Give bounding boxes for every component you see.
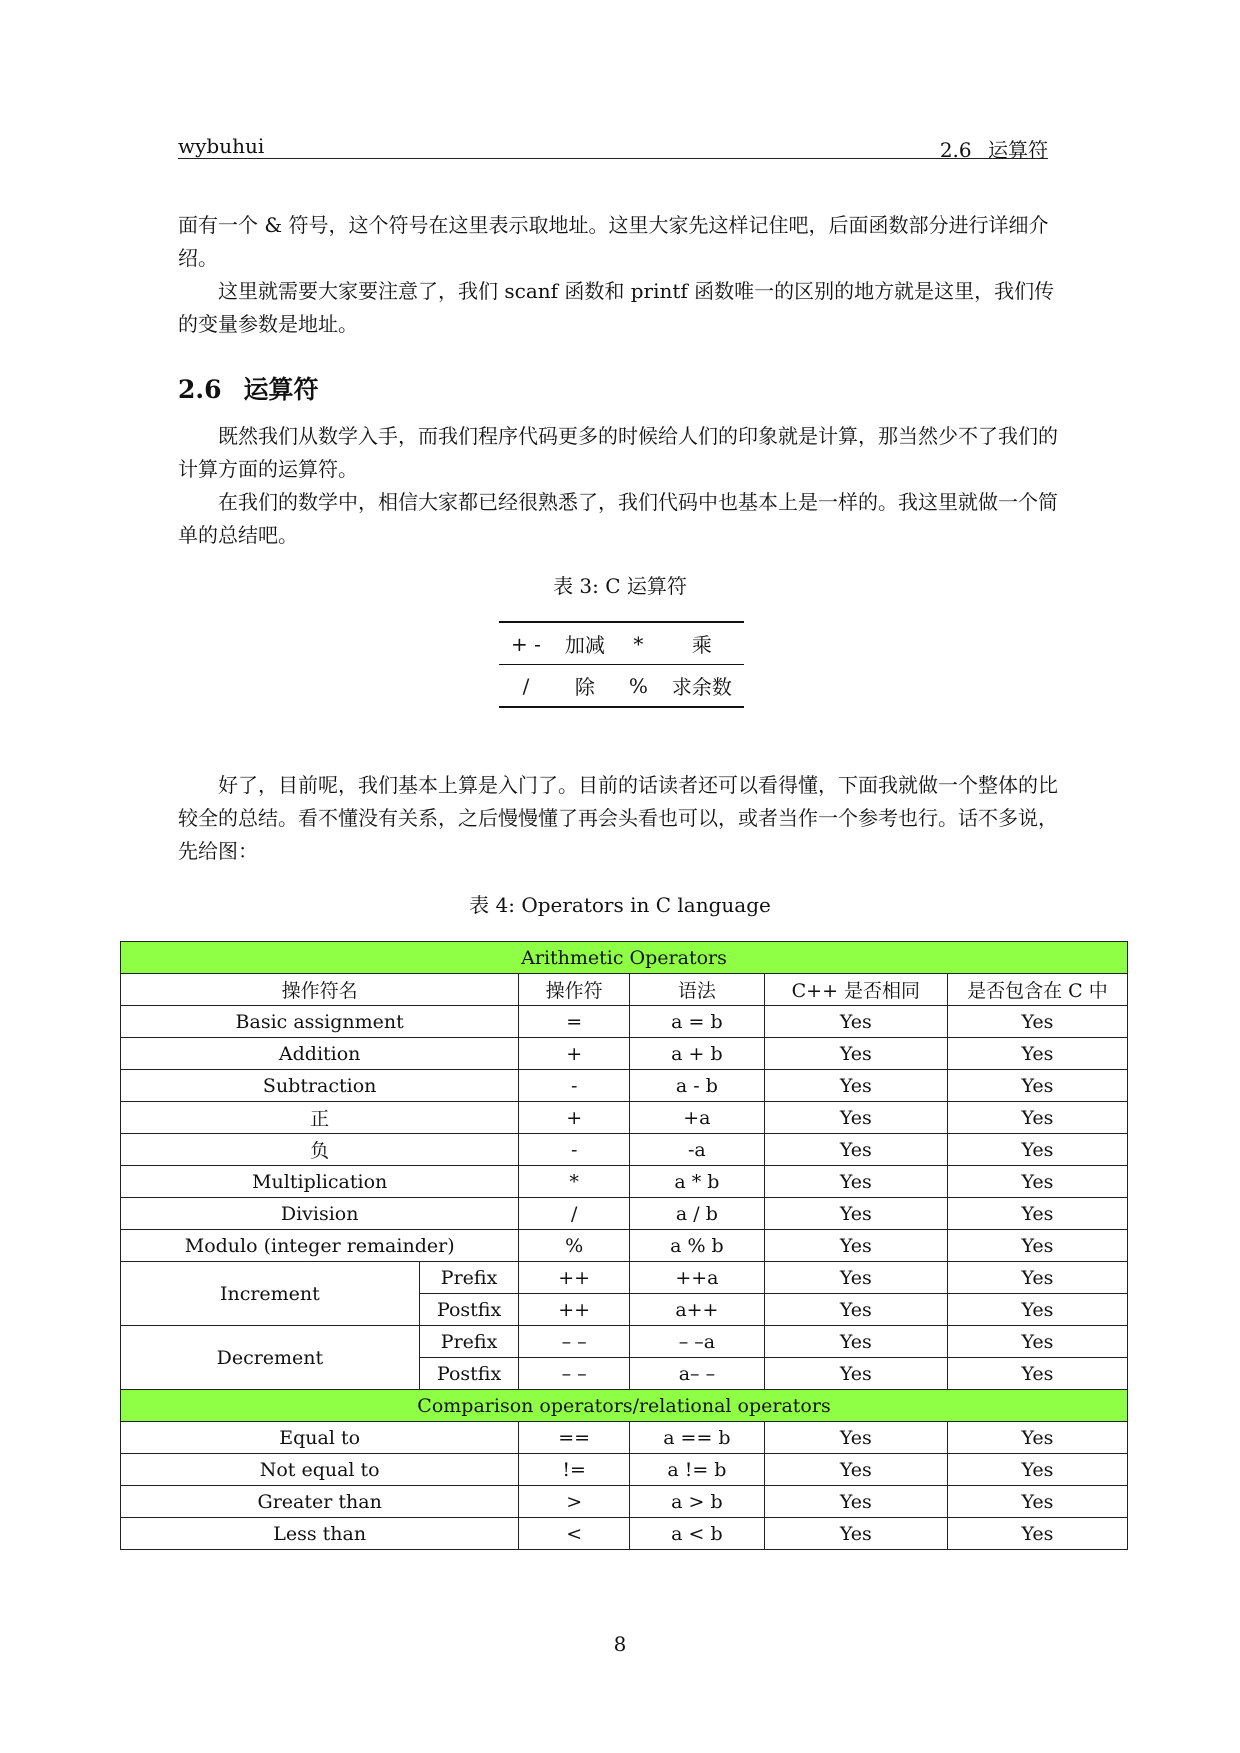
paragraph-4: 在我们的数学中，相信大家都已经很熟悉了，我们代码中也基本上是一样的。我这里就做一个简单的总结吧。 xyxy=(178,490,1058,547)
table-cell: * xyxy=(519,1166,630,1198)
operator-name-cell: Basic assignment xyxy=(121,1006,519,1038)
operator-name-cell: Subtraction xyxy=(121,1070,519,1102)
table-cell: + xyxy=(519,1038,630,1070)
operator-name-cell: 正 xyxy=(121,1102,519,1134)
table-cell: +a xyxy=(630,1102,765,1134)
table-row xyxy=(121,1198,1128,1230)
table-cell: Yes xyxy=(764,1198,947,1230)
table-row xyxy=(121,1326,1128,1358)
table-row xyxy=(121,1454,1128,1486)
column-header: 语法 xyxy=(630,974,765,1006)
table-cell: Yes xyxy=(947,1230,1127,1262)
table-row xyxy=(121,1486,1128,1518)
table-cell: a + b xyxy=(630,1038,765,1070)
table-cell: a * b xyxy=(630,1166,765,1198)
table-cell: Postfix xyxy=(419,1358,519,1390)
table-cell: Yes xyxy=(764,1294,947,1326)
table-cell: + xyxy=(519,1102,630,1134)
table-cell: Yes xyxy=(764,1166,947,1198)
table-cell: Yes xyxy=(764,1454,947,1486)
table-cell: Yes xyxy=(764,1486,947,1518)
table-cell: Yes xyxy=(764,1006,947,1038)
table-cell: - xyxy=(519,1134,630,1166)
table-cell: Yes xyxy=(764,1038,947,1070)
group-header-arithmetic: Arithmetic Operators xyxy=(121,942,1128,974)
table-cell: Prefix xyxy=(419,1326,519,1358)
table-cell: % xyxy=(628,673,648,698)
table-row xyxy=(499,665,744,708)
table-cell: Yes xyxy=(947,1358,1127,1390)
table-cell: / xyxy=(519,1198,630,1230)
operator-name-cell: Greater than xyxy=(121,1486,519,1518)
column-header: 是否包含在 C 中 xyxy=(947,974,1127,1006)
table-cell: Yes xyxy=(764,1134,947,1166)
table-cell: / xyxy=(522,673,530,698)
table-cell: a < b xyxy=(630,1518,765,1550)
table-row xyxy=(121,1262,1128,1294)
table-cell: Yes xyxy=(947,1198,1127,1230)
table-cell: Yes xyxy=(947,1166,1127,1198)
section-heading xyxy=(178,370,319,406)
table-cell: Postfix xyxy=(419,1294,519,1326)
table-row xyxy=(121,1422,1128,1454)
table-row xyxy=(121,1134,1128,1166)
table-cell: a++ xyxy=(630,1294,765,1326)
table-cell: Yes xyxy=(947,1006,1127,1038)
table-cell: Prefix xyxy=(419,1262,519,1294)
operator-name-cell: Increment xyxy=(121,1262,420,1326)
table-cell: a > b xyxy=(630,1486,765,1518)
table-cell: ++ xyxy=(519,1262,630,1294)
table-cell: < xyxy=(519,1518,630,1550)
operator-name-cell: Addition xyxy=(121,1038,519,1070)
table-cell: == xyxy=(519,1422,630,1454)
table-cell: – – xyxy=(519,1326,630,1358)
paragraph-2: 这里就需要大家要注意了，我们 scanf 函数和 printf 函数唯一的区别的地方就是这里，我们传的变量参数是地址。 xyxy=(178,279,1055,336)
table-cell: 求余数 xyxy=(671,675,732,699)
table-row xyxy=(121,1038,1128,1070)
table-cell: % xyxy=(519,1230,630,1262)
table-cell: Yes xyxy=(947,1262,1127,1294)
table-cell: a / b xyxy=(630,1198,765,1230)
column-header: 操作符 xyxy=(519,974,630,1006)
operator-name-cell: 负 xyxy=(121,1134,519,1166)
paragraph-1: 面有一个 & 符号，这个符号在这里表示取地址。这里大家先这样记住吧，后面函数部分进行详细介绍。 xyxy=(178,213,1049,270)
table-row xyxy=(121,1070,1128,1102)
table-cell: a % b xyxy=(630,1230,765,1262)
table-cell: Yes xyxy=(764,1070,947,1102)
running-header-right: 2.6 运算符 xyxy=(939,138,1048,162)
paragraph-3: 既然我们从数学入手，而我们程序代码更多的时候给人们的印象就是计算，那当然少不了我们的计算方面的运算符。 xyxy=(178,424,1058,481)
table-cell: 除 xyxy=(574,675,595,699)
table-cell: Yes xyxy=(764,1422,947,1454)
group-header-row xyxy=(121,942,1128,974)
operator-name-cell: Division xyxy=(121,1198,519,1230)
table-row xyxy=(121,1518,1128,1550)
table-cell: Yes xyxy=(947,1294,1127,1326)
table-cell: + - xyxy=(499,622,553,665)
group-header-row xyxy=(121,1390,1128,1422)
table-cell: Yes xyxy=(947,1134,1127,1166)
running-header-left: wybuhui xyxy=(178,134,265,158)
operator-name-cell: Decrement xyxy=(121,1326,420,1390)
operator-name-cell: Not equal to xyxy=(121,1454,519,1486)
table-cell: Yes xyxy=(947,1102,1127,1134)
table-cell: * xyxy=(617,622,660,665)
table-cell: a != b xyxy=(630,1454,765,1486)
column-header: 操作符名 xyxy=(121,974,519,1006)
table-cell: != xyxy=(519,1454,630,1486)
table-cell: Yes xyxy=(764,1326,947,1358)
table-cell: ++a xyxy=(630,1262,765,1294)
table-row xyxy=(499,622,744,665)
table-row xyxy=(121,1166,1128,1198)
group-header-comparison: Comparison operators/relational operators xyxy=(121,1390,1128,1422)
table-cell: ++ xyxy=(519,1294,630,1326)
table-cell: a = b xyxy=(630,1006,765,1038)
table-cell: a - b xyxy=(630,1070,765,1102)
table-cell: > xyxy=(519,1486,630,1518)
column-header: C++ 是否相同 xyxy=(764,974,947,1006)
table-cell: Yes xyxy=(947,1486,1127,1518)
table-cell: - xyxy=(519,1070,630,1102)
table-cell: Yes xyxy=(947,1038,1127,1070)
operator-name-cell: Multiplication xyxy=(121,1166,519,1198)
table-cell: Yes xyxy=(947,1326,1127,1358)
column-header-row xyxy=(121,974,1128,1006)
header-rule xyxy=(178,158,1048,159)
table-cell: a == b xyxy=(630,1422,765,1454)
table-cell: Yes xyxy=(947,1454,1127,1486)
table-cell: 加减 xyxy=(553,622,617,665)
section-number: 2.6 xyxy=(178,375,222,404)
table4-operators-in-c xyxy=(120,941,1128,1550)
section-title: 运算符 xyxy=(243,375,319,404)
paragraph-5: 好了，目前呢，我们基本上算是入门了。目前的话读者还可以看得懂，下面我就做一个整体的比较全的总结。看不懂没有关系，之后慢慢懂了再会头看也可以，或者当作一个参考也行。话不多说，先给图： xyxy=(178,773,1058,863)
table-row xyxy=(121,1006,1128,1038)
table-cell: -a xyxy=(630,1134,765,1166)
table-cell: Yes xyxy=(764,1358,947,1390)
page-number: 8 xyxy=(613,1632,627,1656)
table3-caption: 表 3: C 运算符 xyxy=(553,574,687,598)
table-cell: – –a xyxy=(630,1326,765,1358)
table-cell: Yes xyxy=(947,1070,1127,1102)
table-cell: Yes xyxy=(764,1262,947,1294)
table4-caption: 表 4: Operators in C language xyxy=(469,893,771,917)
table-row xyxy=(121,1230,1128,1262)
table-cell: Yes xyxy=(764,1230,947,1262)
operator-name-cell: Equal to xyxy=(121,1422,519,1454)
table-cell: Yes xyxy=(947,1518,1127,1550)
table-cell: a– – xyxy=(630,1358,765,1390)
table-cell: – – xyxy=(519,1358,630,1390)
operator-name-cell: Modulo (integer remainder) xyxy=(121,1230,519,1262)
table-cell: Yes xyxy=(764,1518,947,1550)
table-row xyxy=(121,1102,1128,1134)
operator-name-cell: Less than xyxy=(121,1518,519,1550)
table-cell: = xyxy=(519,1006,630,1038)
table-cell: 乘 xyxy=(660,622,744,665)
table3-c-operators xyxy=(499,621,744,708)
table-cell: Yes xyxy=(764,1102,947,1134)
table-cell: Yes xyxy=(947,1422,1127,1454)
